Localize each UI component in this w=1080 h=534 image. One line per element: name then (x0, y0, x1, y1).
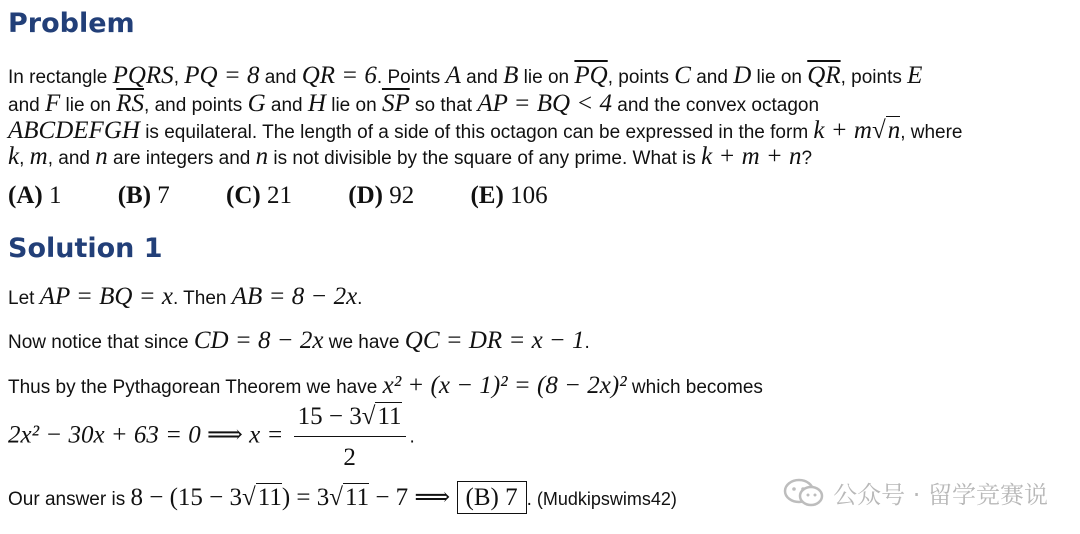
math: $\overline{SP}$ (381, 90, 410, 117)
numerator: 15 − 3 (297, 403, 362, 430)
choice-letter: (E) (470, 182, 504, 209)
credit: (Mudkipswims42) (531, 489, 677, 509)
text: and (690, 67, 734, 88)
radicand: 11 (377, 403, 402, 430)
text: , and points (144, 95, 248, 116)
math: − 7 ⟹ (369, 484, 457, 511)
math: ABCDEFGH (8, 117, 140, 144)
text: which becomes (626, 377, 763, 398)
text: , points (840, 67, 908, 88)
fraction: $\frac{15 - 3√11}{2}$ (294, 400, 406, 475)
math: 2x² − 30x + 63 = 0 ⟹ x = (8, 421, 290, 449)
text: and (265, 95, 308, 116)
math: $\overline{RS}$ (116, 90, 145, 117)
watermark (783, 475, 1048, 510)
math: QC = DR = x − 1 (404, 327, 585, 354)
choice-e (470, 182, 547, 209)
math: D (733, 62, 752, 89)
math: n (95, 143, 108, 170)
math: PQ = 8 (184, 62, 260, 89)
math: $\overline{PQ}$ (574, 62, 608, 89)
math: F (44, 90, 61, 117)
choice-b (118, 182, 170, 209)
text: are integers and (107, 148, 256, 169)
text: . (409, 426, 415, 448)
math: x² + (x − 1)² = (8 − 2x)² (382, 372, 627, 399)
text: and (259, 67, 302, 88)
answer-box: (B) 7 (457, 481, 527, 514)
answer-choices (8, 182, 598, 210)
radicand: 11 (345, 484, 370, 511)
math: A (445, 62, 461, 89)
math: G (247, 90, 266, 117)
problem-line-4 (8, 143, 812, 172)
choice-value: 106 (510, 182, 548, 209)
text: is equilateral. The length of a side of this octagon can be expressed in the form (139, 122, 814, 143)
text: , points (607, 67, 675, 88)
watermark-text: 公众号 · 留学竞赛说 (833, 481, 1048, 509)
text: lie on (325, 95, 382, 116)
text: . (584, 332, 590, 353)
text: In rectangle (8, 67, 113, 88)
math: ) = 3 (281, 484, 330, 511)
choice-letter: (A) (8, 182, 43, 209)
math: B (503, 62, 519, 89)
math: C (674, 62, 691, 89)
problem-heading: Problem (8, 8, 135, 39)
solution-heading: Solution 1 (8, 233, 163, 264)
text: , (19, 148, 30, 169)
problem-line-2 (8, 90, 819, 119)
text: lie on (751, 67, 808, 88)
choice-letter: (D) (348, 182, 383, 209)
math: n (887, 117, 901, 144)
choice-letter: (C) (226, 182, 261, 209)
choice-value: 1 (48, 182, 62, 209)
math: CD = 8 − 2x (193, 327, 324, 354)
wechat-icon (783, 478, 825, 508)
text: . (357, 288, 363, 309)
problem-line-1 (8, 62, 922, 91)
choice-d (348, 182, 414, 209)
text: and (8, 95, 45, 116)
text: Now notice that since (8, 332, 194, 353)
text: Our answer is (8, 489, 131, 510)
text: , where (900, 122, 963, 143)
radicand: 11 (257, 484, 282, 511)
choice-value: 7 (157, 182, 170, 209)
denominator: 2 (343, 444, 356, 471)
math: AP = BQ < 4 (477, 90, 612, 117)
text: , (173, 67, 185, 88)
text: so that (409, 95, 478, 116)
text: lie on (518, 67, 575, 88)
text: Thus by the Pythagorean Theorem we have (8, 377, 383, 398)
math: k (8, 143, 20, 170)
text: . Points (376, 67, 446, 88)
text: . (526, 489, 532, 510)
math: m (29, 143, 48, 170)
solution-line-5: Our answer is 8 − (15 − 3√11) = 3√11 − 7 ⟹ (B) 7 . (Mudkipswims42) (8, 484, 677, 513)
text: Let (8, 288, 40, 309)
math: AP = BQ = x (39, 283, 173, 310)
solution-line-4 (8, 400, 415, 475)
text: . Then (172, 288, 232, 309)
choice-c (226, 182, 292, 209)
text: and the convex octagon (611, 95, 820, 116)
text: we have (323, 332, 405, 353)
math: AB = 8 − 2x (231, 283, 358, 310)
math: k + m + n (701, 143, 802, 170)
choice-value: 92 (389, 182, 415, 209)
choice-letter: (B) (117, 182, 152, 209)
problem-line-3: ABCDEFGH is equilateral. The length of a side of this octagon can be expressed in the form k + m√n, where (8, 117, 963, 144)
text: , and (47, 148, 96, 169)
choice-a (8, 182, 61, 209)
choice-value: 21 (267, 182, 293, 209)
solution-line-1 (8, 283, 362, 312)
math: PQRS (112, 62, 174, 89)
text: lie on (60, 95, 117, 116)
math: E (907, 62, 923, 89)
math: QR = 6 (301, 62, 377, 89)
math: H (307, 90, 326, 117)
solution-line-2 (8, 327, 590, 356)
solution-line-3 (8, 372, 763, 401)
text: and (460, 67, 504, 88)
math: k + m (813, 117, 872, 144)
text: ? (801, 148, 813, 169)
math: n (255, 143, 269, 170)
text: is not divisible by the square of any prime. What is (268, 148, 702, 169)
math: $\overline{QR}$ (807, 62, 841, 89)
math: 8 − (15 − 3 (130, 484, 243, 511)
